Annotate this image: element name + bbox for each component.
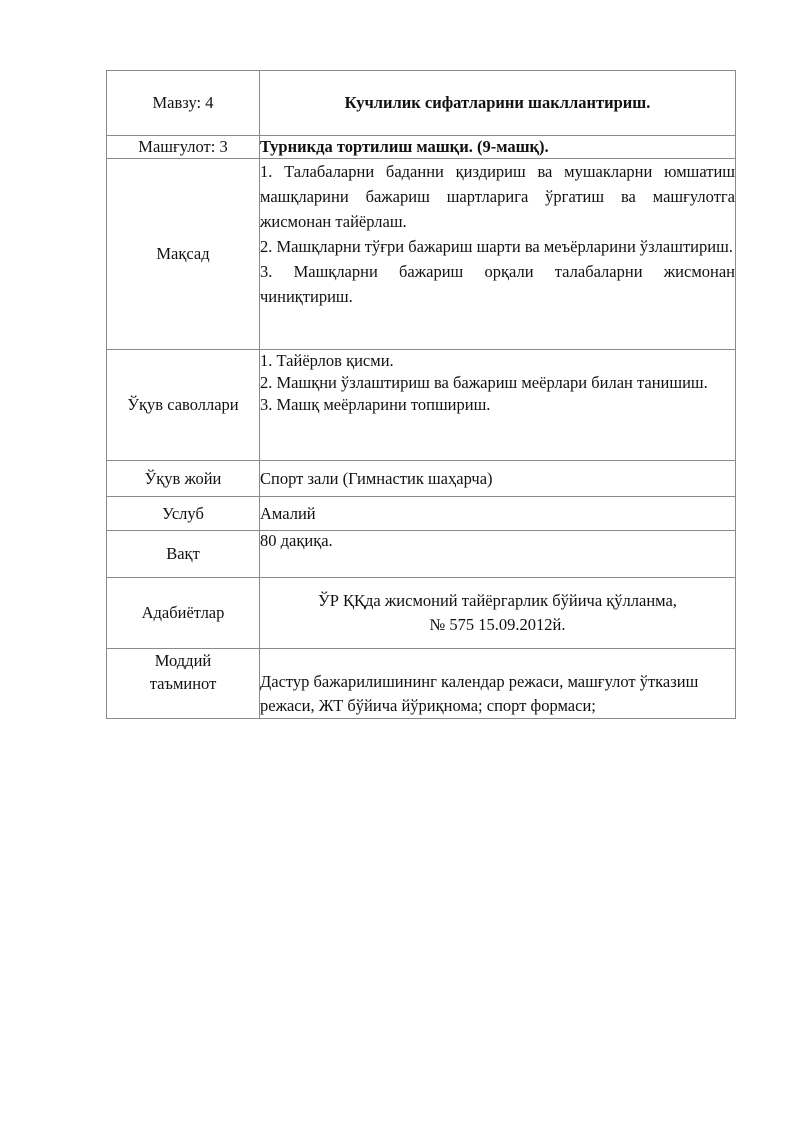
place-row (107, 461, 736, 497)
question-item: 3. Машқ меёрларини топшириш. (260, 395, 491, 414)
lesson-plan-table (106, 70, 736, 719)
materials-label (107, 649, 260, 719)
literature-line: № 575 15.09.2012й. (429, 615, 566, 634)
method-value: Амалий (260, 497, 736, 531)
method-row (107, 497, 736, 531)
questions-label: Ўқув саволлари (107, 350, 260, 461)
method-label: Услуб (107, 497, 260, 531)
materials-label-line: Моддий (154, 651, 212, 670)
literature-line: ЎР ҚҚда жисмоний тайёргарлик бўйича қўлланма, (318, 591, 677, 610)
literature-row (107, 578, 736, 649)
place-value: Спорт зали (Гимнастик шаҳарча) (260, 461, 736, 497)
lesson-label: Машғулот: 3 (107, 136, 260, 159)
materials-row (107, 649, 736, 719)
time-row (107, 531, 736, 578)
goal-row (107, 159, 736, 350)
materials-label-line: таъминот (149, 674, 217, 693)
materials-value: Дастур бажарилишининг календар режаси, машғулот ўтказиш режаси, ЖТ бўйича йўриқнома; спорт формаси; (260, 649, 736, 719)
goal-label: Мақсад (107, 159, 260, 350)
goal-item: 2. Машқларни тўғри бажариш шарти ва меъёрларини ўзлаштириш. (260, 237, 733, 256)
topic-label: Мавзу: 4 (107, 71, 260, 136)
question-item: 1. Тайёрлов қисми. (260, 351, 394, 370)
topic-row (107, 71, 736, 136)
questions-list (260, 350, 736, 461)
lesson-value: Турникда тортилиш машқи. (9-машқ). (260, 136, 736, 159)
time-value: 80 дақиқа. (260, 531, 736, 578)
goal-item: 1. Талабаларни баданни қиздириш ва мушакларни юмшатиш машқларини бажариш шартларига ўргатиш ва машғулотга жисмонан тайёрлаш. (260, 162, 735, 231)
goal-list (260, 159, 736, 350)
literature-label: Адабиётлар (107, 578, 260, 649)
time-label: Вақт (107, 531, 260, 578)
literature-value (260, 578, 736, 649)
lesson-row (107, 136, 736, 159)
topic-value: Кучлилик сифатларини шакллантириш. (260, 71, 736, 136)
questions-row (107, 350, 736, 461)
goal-item: 3. Машқларни бажариш орқали талабаларни жисмонан чиниқтириш. (260, 262, 735, 306)
place-label: Ўқув жойи (107, 461, 260, 497)
question-item: 2. Машқни ўзлаштириш ва бажариш меёрлари билан танишиш. (260, 373, 708, 392)
